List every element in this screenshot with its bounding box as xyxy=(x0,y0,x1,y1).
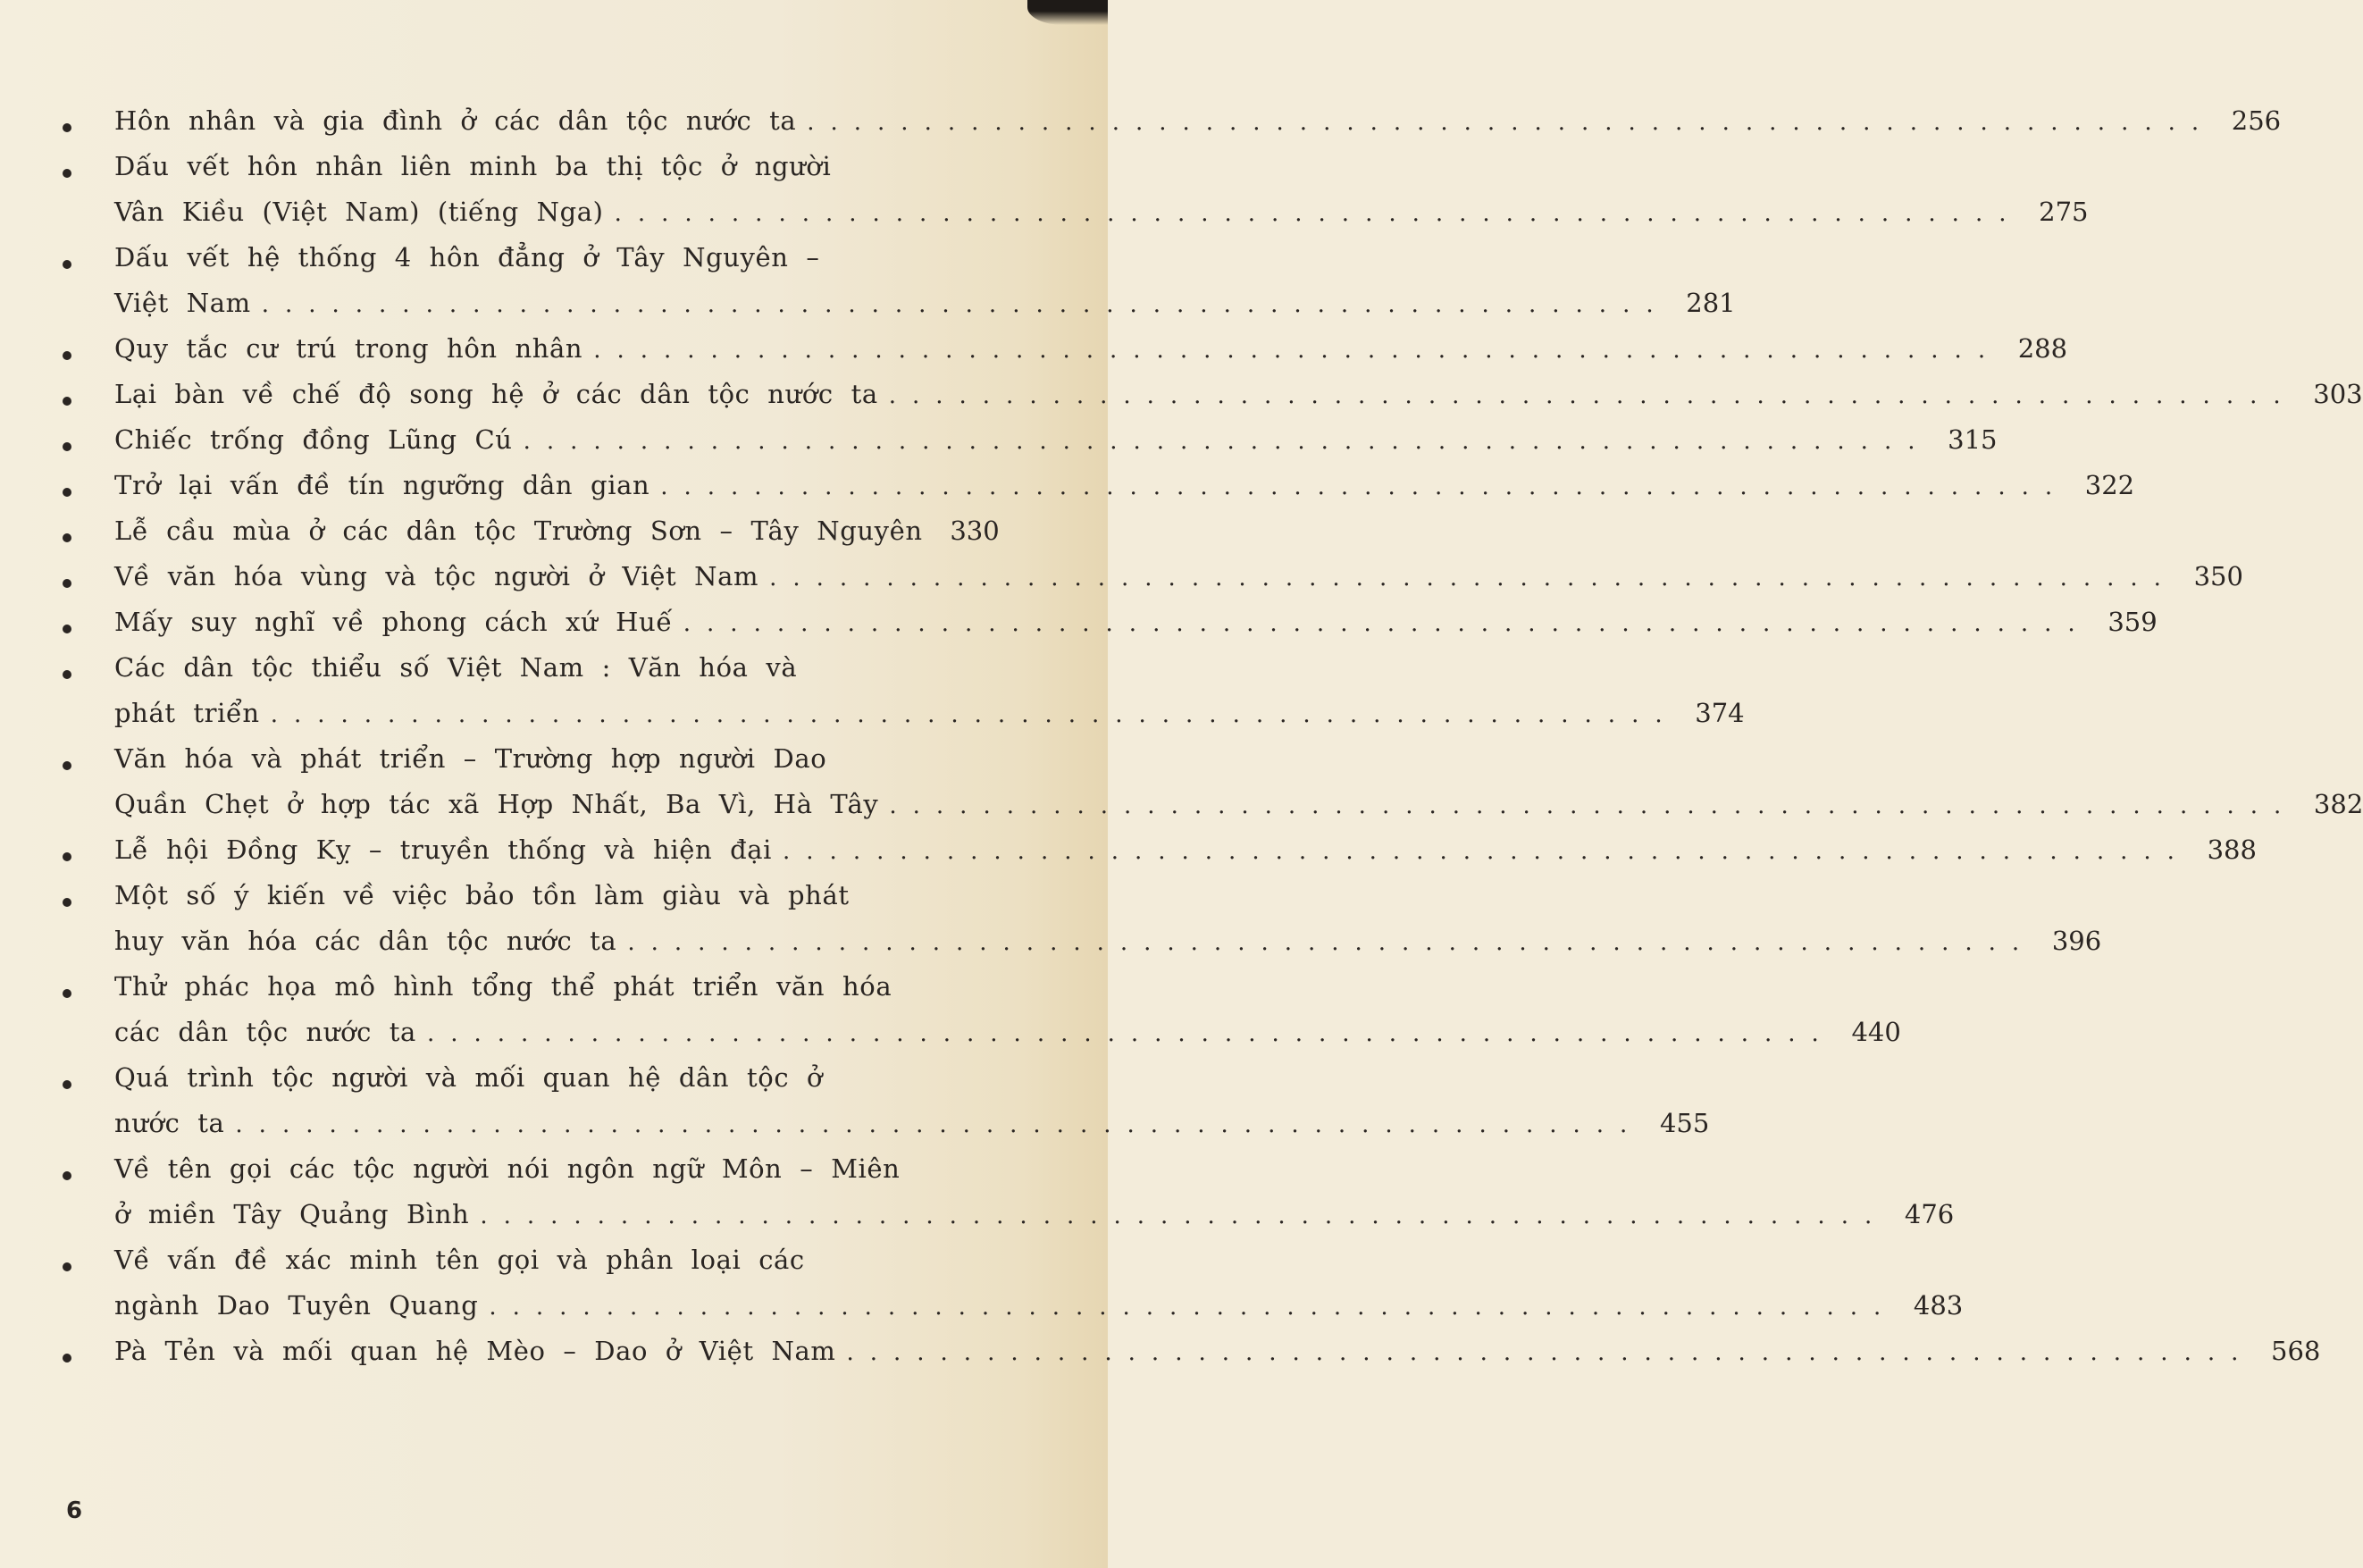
toc-entry-page: 483 xyxy=(1913,1290,1964,1321)
toc-entry xyxy=(63,516,1000,546)
toc-entry-title: Việt Nam xyxy=(114,288,251,318)
toc-entry-title: Vân Kiều (Việt Nam) (tiếng Nga) xyxy=(114,197,604,227)
toc-entry-title: Quy tắc cư trú trong hôn nhân xyxy=(114,333,583,364)
bullet-icon xyxy=(63,533,71,542)
dot-leader: ............................................................ xyxy=(846,1339,2255,1366)
toc-entry-page: 330 xyxy=(950,516,1000,546)
toc-entry-last-line xyxy=(114,333,2068,364)
bullet-icon xyxy=(63,625,71,633)
toc-entry-page: 281 xyxy=(1686,288,1736,318)
toc-entry-page: 322 xyxy=(2084,470,2135,500)
table-of-contents xyxy=(63,105,2363,1381)
toc-entry-title: Về vấn đề xác minh tên gọi và phân loại các xyxy=(114,1245,805,1275)
bullet-icon xyxy=(63,989,71,998)
toc-entry-title: ngành Dao Tuyên Quang xyxy=(114,1290,479,1321)
bullet-icon xyxy=(63,1354,71,1363)
toc-entry-last-line xyxy=(114,607,2158,637)
bullet-icon xyxy=(63,1080,71,1089)
dot-leader: ............................................................ xyxy=(769,565,2177,591)
dot-leader: ............................................................ xyxy=(261,291,1670,318)
dot-leader: ............................................................ xyxy=(627,929,2036,956)
toc-entry-last-line xyxy=(114,1290,1964,1321)
toc-entry xyxy=(63,424,1998,455)
bullet-icon xyxy=(63,123,71,132)
dot-leader: ............................................................ xyxy=(614,200,2023,227)
bullet-icon xyxy=(63,1171,71,1180)
dot-leader: ............................................................ xyxy=(480,1203,1889,1229)
toc-entry xyxy=(63,1153,1955,1229)
toc-entry xyxy=(63,242,1736,318)
toc-entry-page: 359 xyxy=(2107,607,2158,637)
dot-leader: ............................................................ xyxy=(235,1111,1644,1138)
toc-entry xyxy=(63,151,2089,227)
toc-entry xyxy=(63,743,2363,819)
toc-entry-last-line xyxy=(114,105,2282,136)
toc-entry-page: 303 xyxy=(2313,379,2363,409)
toc-entry xyxy=(63,607,2158,637)
toc-entry-last-line xyxy=(114,926,2102,956)
toc-entry-page: 350 xyxy=(2193,561,2243,591)
toc-entry-last-line xyxy=(114,789,2363,819)
toc-entry-last-line xyxy=(114,1336,2321,1366)
toc-entry-title: Thử phác họa mô hình tổng thể phát triển văn hóa xyxy=(114,971,892,1002)
toc-entry-page: 440 xyxy=(1851,1017,1901,1047)
toc-entry-title: Pà Tẻn và mối quan hệ Mèo – Dao ở Việt Nam xyxy=(114,1336,836,1366)
dot-leader: ............................................................ xyxy=(807,109,2216,136)
toc-entry-title: Dấu vết hệ thống 4 hôn đẳng ở Tây Nguyên – xyxy=(114,242,820,273)
toc-entry-title: Chiếc trống đồng Lũng Cú xyxy=(114,424,513,455)
toc-entry-page: 476 xyxy=(1904,1199,1955,1229)
toc-entry-last-line xyxy=(114,834,2257,865)
toc-entry-title: phát triển xyxy=(114,698,260,728)
toc-entry-title: nước ta xyxy=(114,1108,225,1138)
toc-entry xyxy=(63,470,2135,500)
toc-entry-last-line xyxy=(114,424,1998,455)
toc-entry-page: 374 xyxy=(1695,698,1745,728)
toc-entry xyxy=(63,561,2243,591)
toc-entry-last-line xyxy=(114,1017,1901,1047)
bullet-icon xyxy=(63,1262,71,1271)
toc-entry-title: Trở lại vấn đề tín ngưỡng dân gian xyxy=(114,470,650,500)
toc-entry-page: 455 xyxy=(1659,1108,1710,1138)
toc-entry xyxy=(63,333,2068,364)
toc-entry-page: 256 xyxy=(2231,105,2282,136)
dot-leader: ............................................................ xyxy=(489,1294,1898,1321)
toc-entry-title: Lại bàn về chế độ song hệ ở các dân tộc nước ta xyxy=(114,379,878,409)
dot-leader: ............................................................ xyxy=(593,337,2002,364)
toc-entry-page: 288 xyxy=(2017,333,2068,364)
toc-entry xyxy=(63,652,1745,728)
bullet-icon xyxy=(63,898,71,907)
toc-entry-page: 382 xyxy=(2313,789,2363,819)
dot-leader: ............................................................ xyxy=(660,474,2069,500)
toc-entry-last-line xyxy=(114,470,2135,500)
dot-leader: ............................................................ xyxy=(426,1020,1835,1047)
toc-entry xyxy=(63,971,1901,1047)
bullet-icon xyxy=(63,169,71,178)
toc-entry-last-line xyxy=(114,1199,1955,1229)
bullet-icon xyxy=(63,397,71,406)
dot-leader: ............................................................ xyxy=(270,701,1679,728)
page-number: 6 xyxy=(66,1497,83,1524)
toc-entry xyxy=(63,1062,1710,1138)
toc-entry-page: 275 xyxy=(2039,197,2089,227)
toc-entry-last-line xyxy=(114,379,2363,409)
toc-entry-last-line xyxy=(114,288,1736,318)
bullet-icon xyxy=(63,579,71,588)
toc-entry-last-line xyxy=(114,698,1745,728)
toc-entry-page: 315 xyxy=(1948,424,1998,455)
toc-entry xyxy=(63,880,2102,956)
bullet-icon xyxy=(63,442,71,451)
toc-entry-title: Về văn hóa vùng và tộc người ở Việt Nam xyxy=(114,561,759,591)
toc-entry xyxy=(63,1245,1964,1321)
toc-entry-title: Mấy suy nghĩ về phong cách xứ Huế xyxy=(114,607,673,637)
bullet-icon xyxy=(63,488,71,497)
toc-entry-title: Hôn nhân và gia đình ở các dân tộc nước ta xyxy=(114,105,797,136)
toc-entry-title: Dấu vết hôn nhân liên minh ba thị tộc ở người xyxy=(114,151,832,181)
toc-entry-page: 568 xyxy=(2271,1336,2321,1366)
bullet-icon xyxy=(63,670,71,679)
bullet-icon xyxy=(63,852,71,861)
toc-entry-title: Một số ý kiến về việc bảo tồn làm giàu và phát xyxy=(114,880,850,910)
bullet-icon xyxy=(63,761,71,770)
toc-entry xyxy=(63,105,2282,136)
toc-entry-last-line xyxy=(114,516,1000,546)
toc-entry-page: 396 xyxy=(2051,926,2102,956)
dot-leader: ............................................................ xyxy=(683,610,2091,637)
toc-entry-last-line xyxy=(114,197,2089,227)
dot-leader: ............................................................ xyxy=(783,838,2191,865)
toc-entry-last-line xyxy=(114,561,2243,591)
toc-entry-page: 388 xyxy=(2207,834,2257,865)
toc-entry-title: Lễ hội Đồng Kỵ – truyền thống và hiện đại xyxy=(114,834,773,865)
toc-entry-title: Các dân tộc thiểu số Việt Nam : Văn hóa và xyxy=(114,652,798,683)
toc-entry xyxy=(63,834,2257,865)
toc-entry-title: Lễ cầu mùa ở các dân tộc Trường Sơn – Tây Nguyên xyxy=(114,516,923,546)
bullet-icon xyxy=(63,260,71,269)
toc-entry-title: ở miền Tây Quảng Bình xyxy=(114,1199,470,1229)
toc-entry-title: Quá trình tộc người và mối quan hệ dân tộc ở xyxy=(114,1062,824,1093)
toc-entry-title: các dân tộc nước ta xyxy=(114,1017,416,1047)
toc-entry-title: huy văn hóa các dân tộc nước ta xyxy=(114,926,617,956)
toc-entry xyxy=(63,1336,2321,1366)
dot-leader: ............................................................ xyxy=(889,792,2298,819)
dot-leader: ............................................................ xyxy=(523,428,1931,455)
toc-entry xyxy=(63,379,2363,409)
toc-entry-last-line xyxy=(114,1108,1710,1138)
dot-leader: ............................................................ xyxy=(888,382,2297,409)
toc-entry-title: Văn hóa và phát triển – Trường hợp người Dao xyxy=(114,743,827,774)
page-corner-shadow xyxy=(1027,0,1108,25)
toc-entry-title: Quần Chẹt ở hợp tác xã Hợp Nhất, Ba Vì, Hà Tây xyxy=(114,789,879,819)
bullet-icon xyxy=(63,351,71,360)
toc-entry-title: Về tên gọi các tộc người nói ngôn ngữ Môn – Miên xyxy=(114,1153,901,1184)
